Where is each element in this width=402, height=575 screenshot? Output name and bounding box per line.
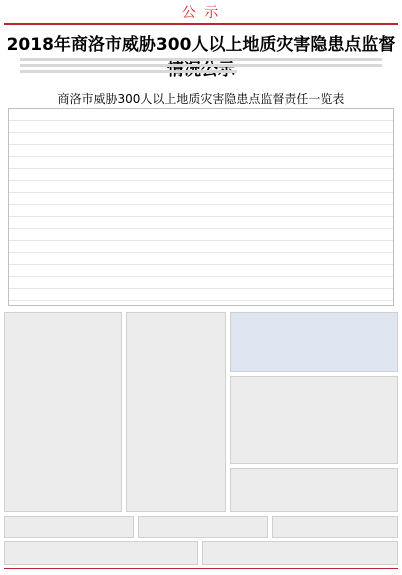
advertisement-banner xyxy=(138,516,268,538)
article-left xyxy=(4,312,122,512)
notice-body xyxy=(20,58,382,80)
page-footer xyxy=(4,568,398,573)
advertisement-middle-right xyxy=(230,376,398,464)
advertisement-banner xyxy=(272,516,398,538)
responsibility-table xyxy=(8,108,394,306)
article-middle xyxy=(126,312,226,512)
main-headline: 2018年商洛市威胁300人以上地质灾害隐患点监督 xyxy=(6,35,396,55)
advertisement-banner xyxy=(4,516,134,538)
advertisement-bottom-right xyxy=(230,468,398,512)
advertisement-top-right xyxy=(230,312,398,372)
table-title: 商洛市威胁300人以上地质灾害隐患点监督责任一览表 xyxy=(57,92,345,106)
advertisement-banner xyxy=(202,541,398,565)
advertisement-banner xyxy=(4,541,198,565)
section-title: 公 示 xyxy=(181,5,221,21)
